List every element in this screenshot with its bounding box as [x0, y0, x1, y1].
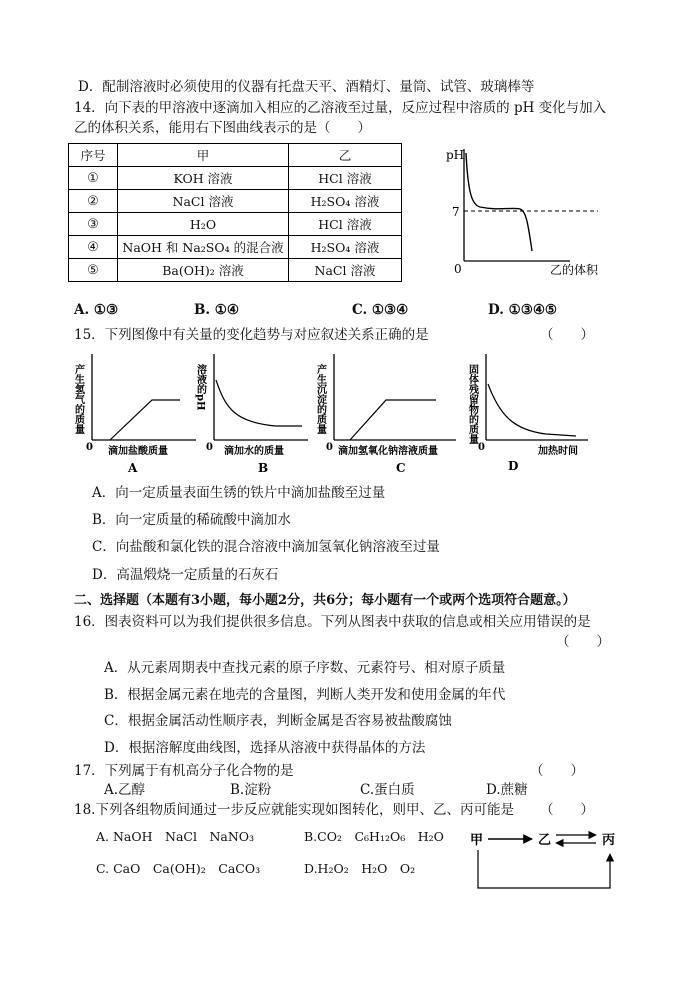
- table-row: [69, 259, 402, 282]
- table-cell: H₂O: [118, 213, 289, 236]
- table-cell: NaCl 溶液: [118, 190, 289, 213]
- graph-letter-c: C: [396, 461, 406, 475]
- table-cell: ④: [69, 236, 118, 259]
- table-cell: H₂SO₄ 溶液: [289, 190, 402, 213]
- q14-option-c: C. ①③④: [352, 302, 409, 318]
- table-cell: HCl 溶液: [289, 213, 402, 236]
- graph-letter-b: B: [258, 461, 269, 475]
- q17-stem: 17．下列属于有机高分子化合物的是: [74, 763, 294, 779]
- table-header: 乙: [289, 144, 402, 167]
- section-2-heading: 二、选择题（本题有3小题，每小题2分，共6分；每小题有一个或两个选项符合题意。）: [74, 593, 576, 608]
- graph-c: [315, 354, 457, 475]
- q18-option-c: C. CaO Ca(OH)₂ CaCO₃: [96, 861, 261, 876]
- ph-curve: [466, 153, 532, 251]
- q16-paren: （ ）: [556, 634, 610, 650]
- curve-b: [216, 380, 302, 426]
- x-label-d: 加热时间: [538, 446, 578, 457]
- q18-stem: 18.下列各组物质间通过一步反应就能实现如图转化，则甲、乙、丙可能是: [74, 802, 514, 818]
- y-label-a: 产生氢气的质量: [72, 364, 84, 434]
- graph-letter-a: A: [128, 461, 138, 475]
- q18-option-b: B.CO₂ C₆H₁₂O₆ H₂O: [304, 829, 444, 844]
- q14-option-b: B. ①④: [194, 302, 240, 318]
- q13-option-d: D．配制溶液时必须使用的仪器有托盘天平、酒精灯、量筒、试管、玻璃棒等: [78, 79, 535, 95]
- q17-option-d: D.蔗糖: [486, 782, 528, 798]
- q18-conversion-diagram: [466, 824, 626, 900]
- table-cell: ①: [69, 167, 118, 190]
- y-label-d: 固体残留物的质量: [466, 364, 478, 444]
- q15-option-c: C．向盐酸和氯化铁的混合溶液中滴加氢氧化钠溶液至过量: [92, 539, 440, 555]
- q15-option-a: A．向一定质量表面生锈的铁片中滴加盐酸至过量: [92, 485, 386, 501]
- table-cell: KOH 溶液: [118, 167, 289, 190]
- q16-option-c: C．根据金属活动性顺序表，判断金属是否容易被盐酸腐蚀: [104, 713, 452, 729]
- q16-option-d: D．根据溶解度曲线图，选择从溶液中获得晶体的方法: [104, 740, 426, 756]
- table-row: [69, 236, 402, 259]
- x-label-c: 滴加氢氧化钠溶液质量: [338, 446, 438, 457]
- table-header: 序号: [69, 144, 118, 167]
- table-cell: NaCl 溶液: [289, 259, 402, 282]
- table-cell: Ba(OH)₂ 溶液: [118, 259, 289, 282]
- y-label-b: 溶液的pH: [194, 364, 206, 411]
- table-header-row: [69, 144, 402, 167]
- y-label-c: 产生沉淀的质量: [314, 364, 326, 434]
- x-axis-label: 乙的体积: [550, 263, 599, 277]
- q15-option-b: B．向一定质量的稀硫酸中滴加水: [92, 512, 291, 528]
- q16-stem: 16．图表资料可以为我们提供很多信息。下列从图表中获取的信息或相关应用错误的是: [74, 614, 591, 630]
- q15-graphs: [72, 350, 636, 480]
- q17-paren: （ ）: [530, 763, 584, 779]
- origin-label: 0: [454, 262, 462, 276]
- q15-paren: （ ）: [540, 327, 594, 343]
- y-axis-label: pH: [446, 148, 465, 162]
- q18-option-a: A. NaOH NaCl NaNO₃: [96, 829, 255, 844]
- table-row: [69, 167, 402, 190]
- origin-a: 0: [86, 442, 93, 453]
- origin-d: 0: [478, 442, 485, 453]
- q15-option-d: D．高温煅烧一定质量的石灰石: [92, 567, 279, 583]
- q14-option-d: D. ①③④⑤: [488, 302, 558, 318]
- graph-b: [195, 354, 309, 475]
- q15-stem: 15．下列图像中有关量的变化趋势与对应叙述关系正确的是: [74, 327, 429, 343]
- graph-a: [73, 354, 197, 475]
- curve-d: [488, 384, 576, 436]
- table-row: [69, 213, 402, 236]
- q17-option-a: A.乙醇: [104, 782, 146, 798]
- q18-option-d: D.H₂O₂ H₂O O₂: [304, 861, 416, 876]
- q14-stem-line1: 14．向下表的甲溶液中逐滴加入相应的乙溶液至过量，反应过程中溶质的 pH 变化与加入: [74, 100, 607, 116]
- tick-7-label: 7: [452, 205, 460, 219]
- table-cell: NaOH 和 Na₂SO₄ 的混合液: [118, 236, 289, 259]
- arrow-jia-to-bing: [478, 850, 610, 888]
- graph-d: [467, 354, 589, 473]
- table-cell: ⑤: [69, 259, 118, 282]
- q17-option-c: C.蛋白质: [360, 782, 415, 798]
- q16-option-a: A．从元素周期表中查找元素的原子序数、元素符号、相对原子质量: [104, 660, 506, 676]
- q17-option-b: B.淀粉: [230, 782, 272, 798]
- x-label-a: 滴加盐酸质量: [108, 446, 168, 457]
- node-bing: 丙: [602, 833, 616, 848]
- origin-c: 0: [326, 442, 333, 453]
- curve-c: [350, 400, 436, 440]
- node-jia: 甲: [470, 833, 484, 848]
- origin-b: 0: [206, 442, 213, 453]
- q14-table: [68, 143, 402, 282]
- graph-letter-d: D: [508, 459, 519, 473]
- node-yi: 乙: [538, 833, 552, 848]
- q14-option-a: A. ①③: [74, 302, 119, 318]
- q16-option-b: B．根据金属元素在地壳的含量图，判断人类开发和使用金属的年代: [104, 687, 506, 703]
- table-cell: HCl 溶液: [289, 167, 402, 190]
- table-row: [69, 190, 402, 213]
- table-header: 甲: [118, 144, 289, 167]
- q18-paren: （ ）: [540, 802, 594, 818]
- curve-a: [110, 400, 180, 440]
- table-cell: ②: [69, 190, 118, 213]
- q14-stem-line2: 乙的体积关系，能用右下图曲线表示的是（ ）: [74, 120, 371, 136]
- table-cell: ③: [69, 213, 118, 236]
- q14-ph-graph: [440, 143, 610, 283]
- x-label-b: 滴加水的质量: [224, 446, 284, 457]
- table-cell: H₂SO₄ 溶液: [289, 236, 402, 259]
